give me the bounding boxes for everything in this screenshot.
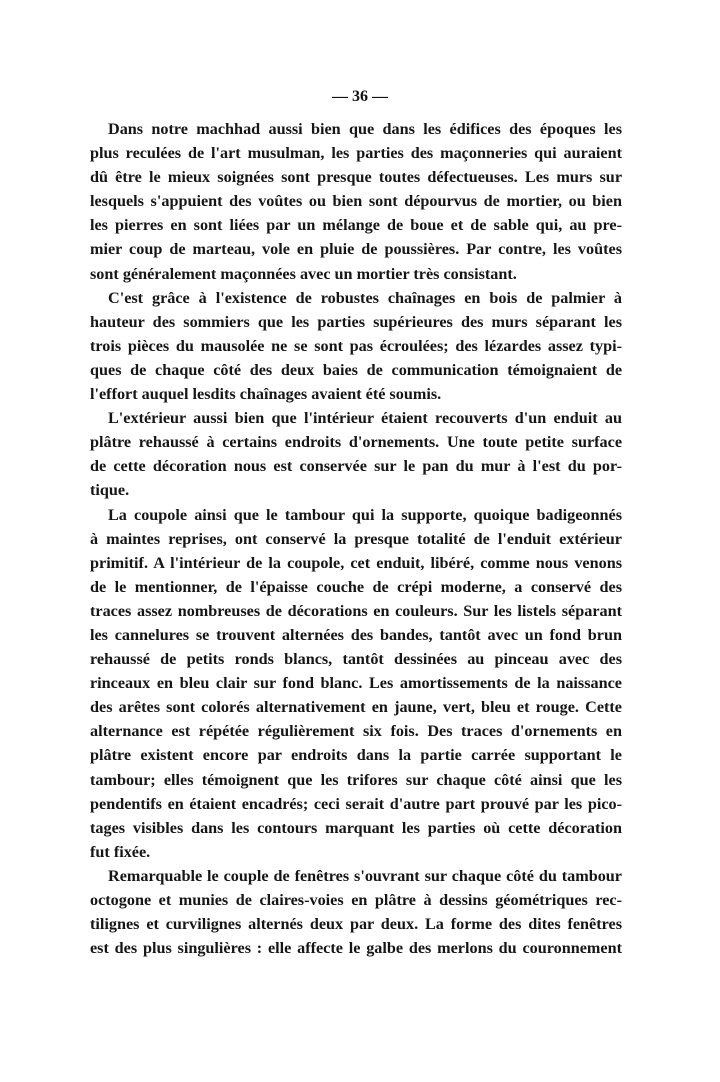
text-line: est des plus singulières : elle affecte le galbe des merlons du couronnement <box>90 939 622 958</box>
paragraph-3 <box>90 406 622 502</box>
paragraph-2 <box>90 286 622 406</box>
text-line: plus reculées de l'art musulman, les parties des maçonneries qui auraient <box>90 144 622 163</box>
text-line: Remarquable le couple de fenêtres s'ouvrant sur chaque côté du tambour <box>108 866 622 885</box>
text-line: tilignes et curvilignes alternés deux par deux. La forme des dites fenêtres <box>90 915 622 934</box>
text-line: les cannelures se trouvent alternées des bandes, tantôt avec un fond brun <box>90 625 622 644</box>
text-line: lesquels s'appuient des voûtes ou bien sont dépourvus de mortier, ou bien <box>90 192 622 211</box>
text-line: rehaussé de petits ronds blancs, tantôt dessinées au pinceau avec des <box>90 650 622 669</box>
text-line: l'effort auquel lesdits chaînages avaient été soumis. <box>90 385 442 404</box>
text-line: sont généralement maçonnées avec un mortier très consistant. <box>90 264 517 283</box>
text-line: mier coup de marteau, vole en pluie de poussières. Par contre, les voûtes <box>90 240 622 259</box>
text-line: alternance est répétée régulièrement six fois. Des traces d'ornements en <box>90 722 622 741</box>
text-line: les pierres en sont liées par un mélange de boue et de sable qui, au pre- <box>90 216 622 235</box>
text-line: ques de chaque côté des deux baies de communication témoignaient de <box>90 360 622 379</box>
text-line: à maintes reprises, ont conservé la presque totalité de l'enduit extérieur <box>90 529 622 548</box>
page-number: — 36 — <box>332 88 388 105</box>
text-line: C'est grâce à l'existence de robustes chaînages en bois de palmier à <box>108 288 622 307</box>
paragraph-4 <box>90 503 622 864</box>
text-line: traces assez nombreuses de décorations en couleurs. Sur les listels séparant <box>90 601 622 620</box>
text-line: tique. <box>90 481 130 500</box>
text-line: L'extérieur aussi bien que l'intérieur étaient recouverts d'un enduit au <box>108 409 622 428</box>
text-line: pendentifs en étaient encadrés; ceci serait d'autre part prouvé par les pico- <box>90 794 622 813</box>
text-line: de le mentionner, de l'épaisse couche de crépi moderne, a conservé des <box>90 577 622 596</box>
text-line: Dans notre machhad aussi bien que dans les édifices des époques les <box>108 120 622 138</box>
text-line: de cette décoration nous est conservée sur le pan du mur à l'est du por- <box>90 457 622 476</box>
text-line: fut fixée. <box>90 842 151 861</box>
text-line: des arêtes sont colorés alternativement en jaune, vert, bleu et rouge. Cette <box>90 698 622 717</box>
text-line: plâtre existent encore par endroits dans la partie carrée supportant le <box>90 746 622 765</box>
text-line: primitif. A l'intérieur de la coupole, cet enduit, libéré, comme nous venons <box>90 553 622 572</box>
text-line: hauteur des sommiers que les parties supérieures des murs séparant les <box>90 312 622 331</box>
text-line: rinceaux en bleu clair sur fond blanc. Les amortissements de la naissance <box>90 674 622 693</box>
text-line: trois pièces du mausolée ne se sont pas écroulées; des lézardes assez typi- <box>90 336 622 355</box>
text-line: tages visibles dans les contours marquant les parties où cette décoration <box>90 818 622 837</box>
text-line: plâtre rehaussé à certains endroits d'ornements. Une toute petite surface <box>90 433 622 452</box>
paragraph-1 <box>90 117 622 286</box>
text-line: dû être le mieux soignées sont presque toutes défectueuses. Les murs sur <box>90 168 622 187</box>
text-line: La coupole ainsi que le tambour qui la supporte, quoique badigeonnés <box>108 505 622 524</box>
text-line: tambour; elles témoignent que les trifores sur chaque côté ainsi que les <box>90 770 622 789</box>
body-text <box>90 117 622 960</box>
paragraph-5 <box>90 864 622 960</box>
text-line: octogone et munies de claires-voies en plâtre à dessins géométriques rec- <box>90 891 622 909</box>
